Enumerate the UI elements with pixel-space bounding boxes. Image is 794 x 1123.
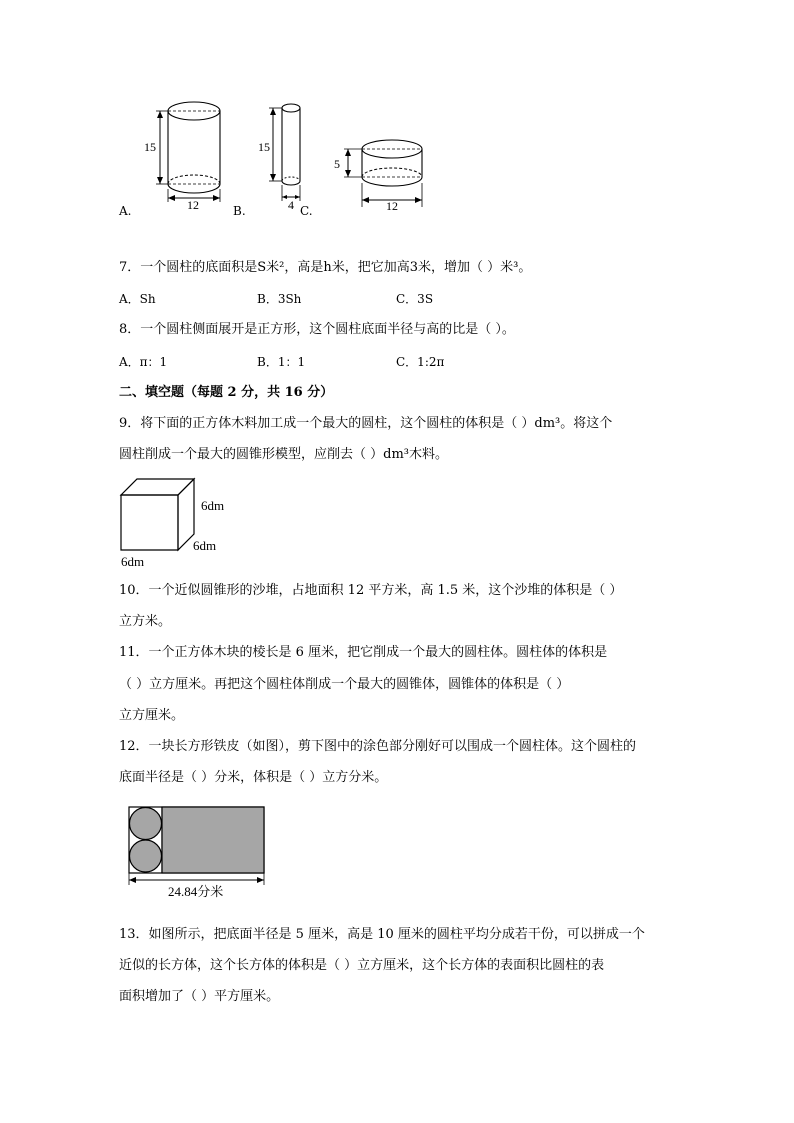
q6-option-a: A. [119,204,132,218]
q7-option-a: A．Sh [119,292,156,306]
q10-line-2: 立方米。 [119,614,172,629]
q13-line-1: 13．如图所示，把底面半径是 5 厘米，高是 10 厘米的圆柱平均分成若干份，可以拼成一个 [119,927,645,942]
cube-label-right: 6dm [201,498,225,513]
fig-a-height: 15 [144,140,156,154]
cylinder-a [144,102,220,212]
q8-option-c: C．1:2π [396,355,445,369]
q10-line-1: 10．一个近似圆锥形的沙堆，占地面积 12 平方米，高 1.5 米，这个沙堆的体积是（ ） [119,583,623,598]
fig-a-width: 12 [187,198,199,212]
fig-b-width: 4 [288,198,294,212]
cylinder-c [334,140,422,213]
q12-line-2: 底面半径是（ ）分米，体积是（ ）立方分米。 [119,770,388,785]
cube-label-bottom: 6dm [121,554,145,569]
q7-option-c: C．3S [396,292,434,306]
cube-label-depth: 6dm [193,538,217,553]
shaded-circle-bottom [130,840,162,872]
q8-option-b: B．1：1 [257,355,306,369]
q9-line-1: 9．将下面的正方体木料加工成一个最大的圆柱，这个圆柱的体积是（ ）dm³。将这个 [119,416,613,431]
q8-stem: 8．一个圆柱侧面展开是正方形，这个圆柱底面半径与高的比是（ ）。 [119,322,515,337]
q11-line-2: （ ）立方厘米。再把这个圆柱体削成一个最大的圆锥体，圆锥体的体积是（ ） [119,677,570,692]
q9-line-2: 圆柱削成一个最大的圆锥形模型，应削去（ ）dm³木料。 [119,447,448,462]
q13-line-2: 近似的长方体，这个长方体的体积是（ ）立方厘米，这个长方体的表面积比圆柱的表 [119,958,605,973]
q6-option-c: C. [300,204,313,218]
q13-line-3: 面积增加了（ ）平方厘米。 [119,989,280,1004]
q7-option-b: B．3Sh [257,292,302,306]
q11-line-3: 立方厘米。 [119,708,185,723]
q6-option-b: B. [233,204,246,218]
q9-cube-figure [115,472,245,572]
cylinder-b [258,104,300,212]
q12-line-1: 12．一块长方形铁皮（如图），剪下图中的涂色部分刚好可以围成一个圆柱体。这个圆柱的 [119,739,637,754]
shaded-rectangle [162,807,264,873]
section-2-title: 二、填空题（每题 2 分，共 16 分） [119,385,334,400]
fig-c-height: 5 [334,157,340,171]
fig-b-height: 15 [258,140,270,154]
q6-figures [110,95,450,220]
q12-sheet-figure [122,801,272,901]
q8-option-a: A．π：1 [119,355,168,369]
q7-stem: 7．一个圆柱的底面积是S米²，高是h米，把它加高3米，增加（ ）米³。 [119,260,532,275]
shaded-circle-top [130,808,162,840]
sheet-length-label: 24.84分米 [168,884,224,899]
q11-line-1: 11．一个正方体木块的棱长是 6 厘米，把它削成一个最大的圆柱体。圆柱体的体积是 [119,645,608,660]
fig-c-width: 12 [386,199,398,213]
